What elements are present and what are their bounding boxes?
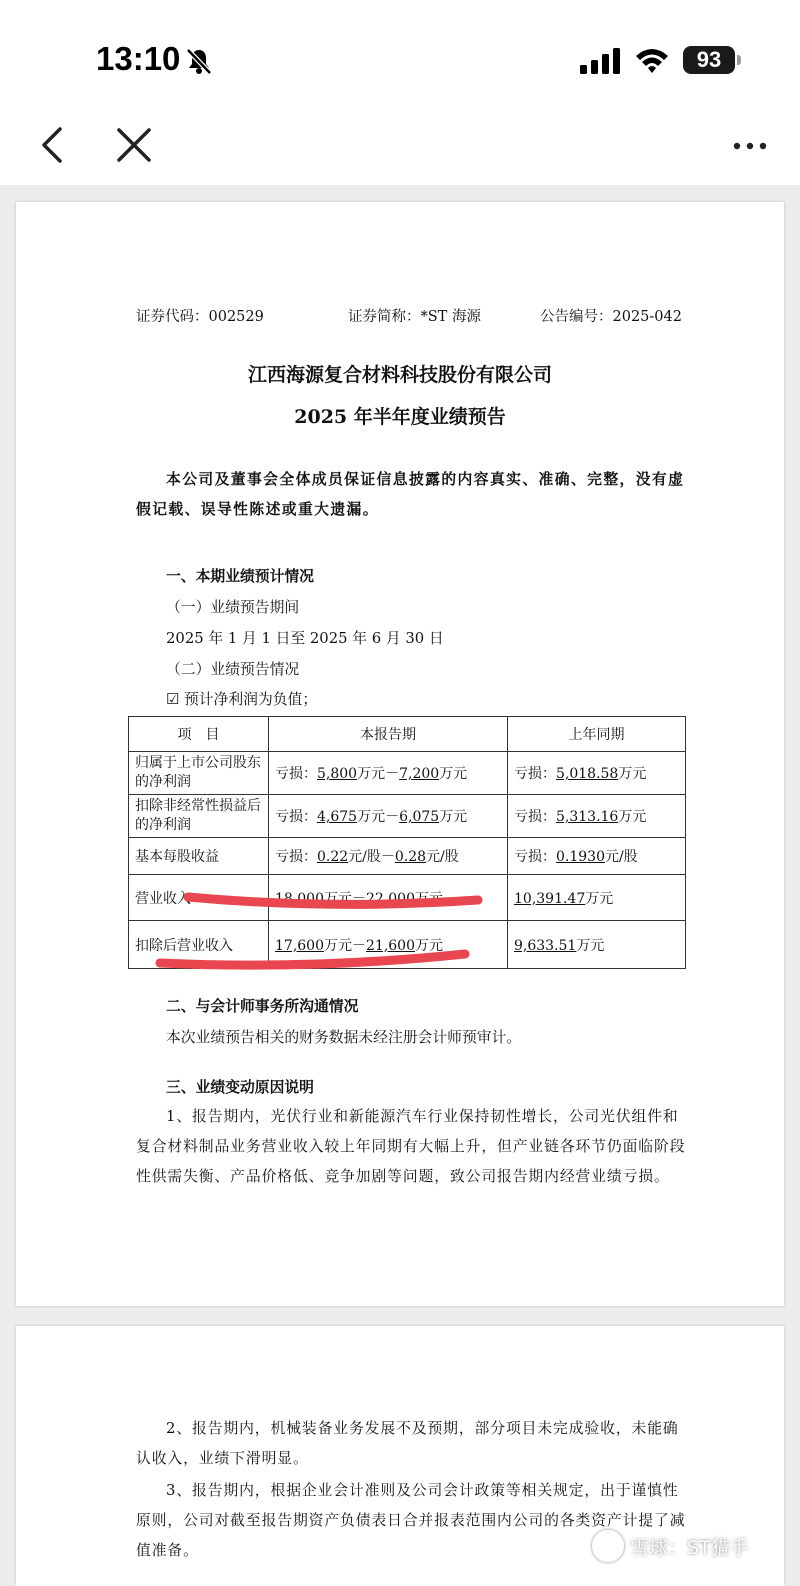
security-short-name: 证券简称：*ST 海源 bbox=[348, 309, 481, 325]
header-item: 项 目 bbox=[129, 717, 269, 752]
back-chevron-icon[interactable] bbox=[34, 125, 74, 165]
watermark bbox=[592, 1530, 749, 1562]
current-value-cell: 亏损：5,800万元－7,200万元 bbox=[269, 752, 508, 795]
negative-profit-checkbox: ☑ 预计净利润为负值； bbox=[166, 691, 318, 708]
section-2-text: 本次业绩预告相关的财务数据未经注册会计师预审计。 bbox=[166, 1029, 522, 1046]
section-1-sub-2: （二）业绩预告情况 bbox=[166, 661, 300, 678]
performance-table bbox=[128, 716, 686, 969]
close-icon[interactable] bbox=[114, 125, 154, 165]
row-label: 归属于上市公司股东的净利润 bbox=[129, 752, 269, 795]
table-row bbox=[129, 795, 686, 838]
prior-value-cell: 10,391.47万元 bbox=[508, 875, 686, 921]
prior-value-cell: 亏损：5,018.58万元 bbox=[508, 752, 686, 795]
table-row bbox=[129, 921, 686, 969]
section-2-heading: 二、与会计师事务所沟通情况 bbox=[166, 998, 359, 1015]
table-header-row bbox=[129, 717, 686, 752]
section-1-heading: 一、本期业绩预计情况 bbox=[166, 568, 314, 585]
row-label: 扣除非经常性损益后的净利润 bbox=[129, 795, 269, 838]
header-prior-period: 上年同期 bbox=[508, 717, 686, 752]
status-time: 13:10 bbox=[96, 40, 181, 77]
section-3-paragraph-3: 3、报告期内，根据企业会计准则及公司会计政策等相关规定，出于谨慎性原则，公司对截至报告期资产负债表日合并报表范围内公司的各类资产计提了减值准备。 bbox=[136, 1482, 686, 1559]
current-value-cell: 17,600万元－21,600万元 bbox=[269, 921, 508, 969]
section-3-paragraph-1: 1、报告期内，光伏行业和新能源汽车行业保持韧性增长，公司光伏组件和复合材料制品业务营业收入较上年同期有大幅上升，但产业链各环节仍面临阶段性供需失衡、产品价格低、竞争加剧等问题，致公司报告期内经营业绩亏损。 bbox=[136, 1108, 686, 1185]
current-value-cell: 18,000万元－22,000万元 bbox=[269, 875, 508, 921]
table-row bbox=[129, 838, 686, 875]
forecast-period: 2025 年 1 月 1 日至 2025 年 6 月 30 日 bbox=[166, 630, 444, 647]
prior-value-cell: 9,633.51万元 bbox=[508, 921, 686, 969]
security-code: 证券代码：002529 bbox=[136, 309, 264, 325]
section-3-paragraph-2: 2、报告期内，机械装备业务发展不及预期，部分项目未完成验收，未能确认收入，业绩下滑明显。 bbox=[136, 1420, 679, 1467]
section-3-heading: 三、业绩变动原因说明 bbox=[166, 1079, 314, 1096]
wifi-icon bbox=[634, 46, 670, 74]
prior-value-cell: 亏损：0.1930元/股 bbox=[508, 838, 686, 875]
current-value-cell: 亏损：0.22元/股－0.28元/股 bbox=[269, 838, 508, 875]
disclaimer: 本公司及董事会全体成员保证信息披露的内容真实、准确、完整，没有虚假记载、误导性陈述或重大遗漏。 bbox=[136, 471, 685, 518]
company-name: 江西海源复合材料科技股份有限公司 bbox=[247, 364, 552, 386]
status-bar bbox=[0, 0, 800, 105]
notice-number: 公告编号：2025-042 bbox=[540, 309, 682, 325]
nav-bar bbox=[0, 105, 800, 185]
row-label: 基本每股收益 bbox=[129, 838, 269, 875]
battery-indicator: 93 bbox=[683, 46, 735, 74]
more-options-icon[interactable] bbox=[730, 125, 770, 165]
section-1-sub-1: （一）业绩预告期间 bbox=[166, 599, 300, 616]
bell-muted-icon bbox=[184, 46, 214, 76]
row-label: 营业收入 bbox=[129, 875, 269, 921]
cellular-signal-icon bbox=[580, 48, 622, 74]
document-title: 2025 年半年度业绩预告 bbox=[294, 406, 506, 428]
header-current-period: 本报告期 bbox=[269, 717, 508, 752]
battery-nub bbox=[737, 55, 741, 65]
xueqiu-logo-icon bbox=[592, 1530, 624, 1562]
document-page-1 bbox=[16, 202, 784, 1306]
row-label: 扣除后营业收入 bbox=[129, 921, 269, 969]
prior-value-cell: 亏损：5,313.16万元 bbox=[508, 795, 686, 838]
table-row bbox=[129, 752, 686, 795]
table-row bbox=[129, 875, 686, 921]
watermark-text: 雪球：ST猎手 bbox=[630, 1536, 749, 1559]
current-value-cell: 亏损：4,675万元－6,075万元 bbox=[269, 795, 508, 838]
